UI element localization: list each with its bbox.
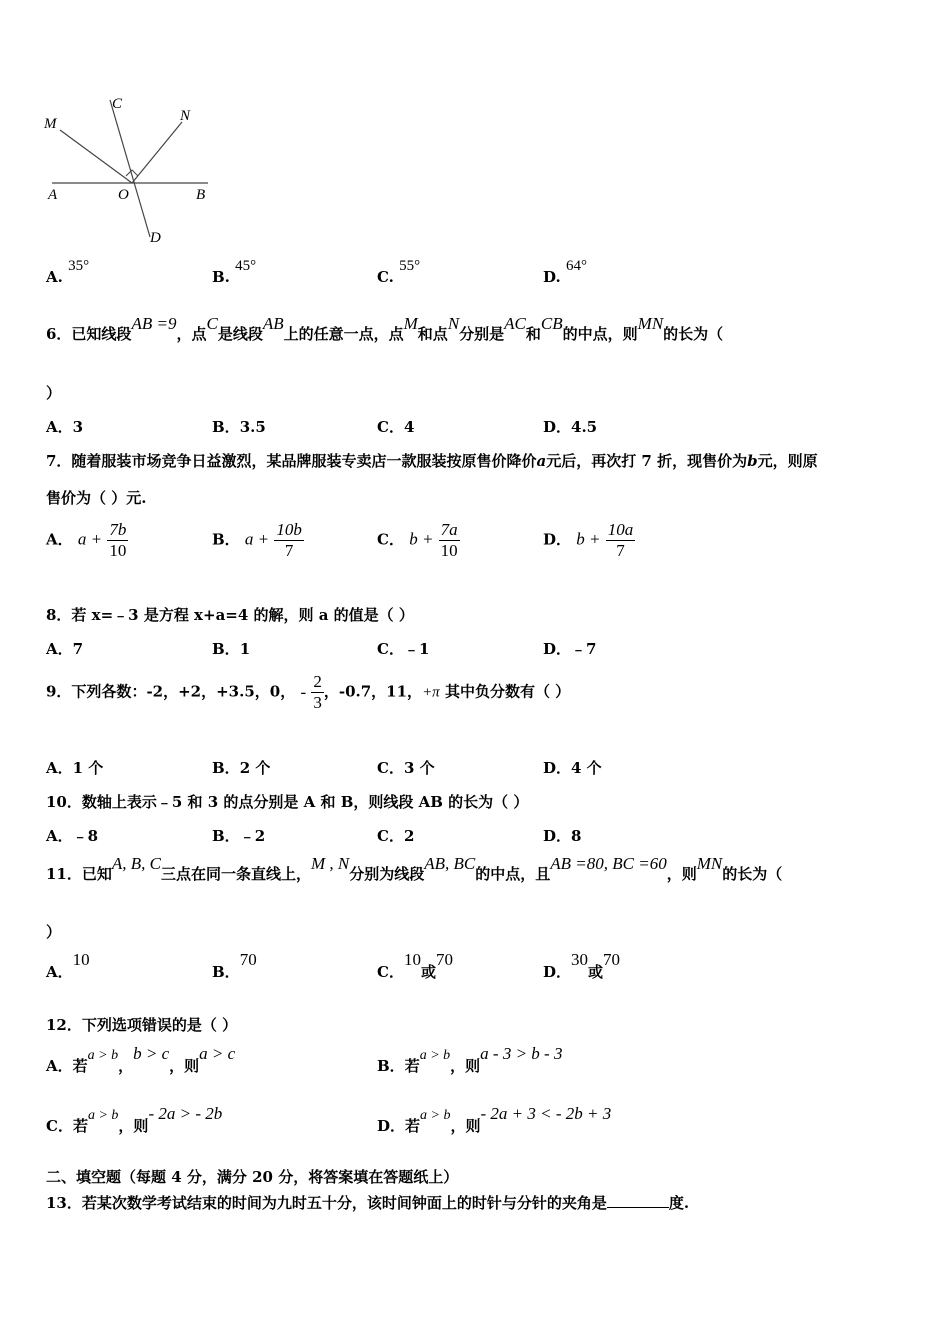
label-d: D — [150, 230, 161, 246]
fraction: $\frac{7b}{10}$ — [109, 520, 127, 560]
q5-option-a[interactable]: A. $^{35^\circ}$ — [46, 258, 90, 286]
fraction-two-thirds: $\frac{2}{3}$ — [313, 672, 322, 712]
question-9: 9．下列各数：-2，+2，+3.5，0， - $\frac{2}{3}$ ，-0.7，11，+π 其中负分数有（ ） — [46, 672, 571, 712]
label-b: B — [196, 187, 206, 203]
q12-option-b[interactable]: B．若$^{a > b}$，则$^{a - 3 > b - 3}$ — [377, 1044, 563, 1075]
q10-option-b[interactable]: B．﹣2 — [212, 827, 266, 845]
ray-on — [132, 122, 182, 183]
question-6: 6．已知线段$^{AB =9}$，点$^C$是线段$^{AB}$上的任意一点，点$^M$和点$^N$分别是$^{AC}$和$^{CB}$的中点，则$^{MN}$的长为（ — [46, 314, 724, 343]
q8-option-c[interactable]: C．﹣1 — [377, 640, 430, 658]
fraction: $\frac{10b}{7}$ — [276, 520, 302, 560]
q10-option-a[interactable]: A．﹣8 — [46, 827, 99, 845]
label-o: O — [118, 187, 129, 203]
question-12: 12．下列选项错误的是（ ） — [46, 1016, 238, 1034]
q9-option-a[interactable]: A．1 个 — [46, 759, 104, 777]
q12-option-d[interactable]: D．若$^{a > b}$，则$^{- 2a + 3 < - 2b + 3}$ — [377, 1104, 612, 1135]
question-7-line2: 售价为（ ）元. — [46, 489, 147, 507]
fraction: $\frac{7a}{10}$ — [440, 520, 458, 560]
angle-figure — [40, 92, 220, 252]
q11-option-d[interactable]: D．$^{30}$或$^{70}$ — [543, 950, 621, 981]
q6-option-b[interactable]: B．3.5 — [212, 418, 266, 436]
q7-option-a[interactable]: A． a + $\frac{7b}{10}$ — [46, 520, 127, 560]
q9-option-c[interactable]: C．3 个 — [377, 759, 435, 777]
question-6-close: ） — [46, 384, 62, 402]
q6-option-c[interactable]: C．4 — [377, 418, 415, 436]
q7-option-b[interactable]: B． a + $\frac{10b}{7}$ — [212, 520, 302, 560]
question-11: 11．已知$^{A, B, C}$三点在同一条直线上，$^{M , N}$分别为线段$^{AB, BC}$的中点，且$^{AB =80, BC =60}$，则$^{MN}$的长为（ — [46, 854, 783, 883]
q12-option-a[interactable]: A．若$^{a > b}$，$^{b > c}$，则$^{a > c}$ — [46, 1044, 236, 1075]
q10-option-c[interactable]: C．2 — [377, 827, 415, 845]
q11-option-a[interactable]: A．$^{10}$ — [46, 950, 90, 981]
q8-option-b[interactable]: B．1 — [212, 640, 251, 658]
q5-option-d[interactable]: D. $^{64^\circ}$ — [543, 258, 587, 286]
question-8: 8．若 x=﹣3 是方程 x+a=4 的解，则 a 的值是（ ） — [46, 606, 414, 624]
label-c: C — [112, 96, 123, 112]
q8-option-a[interactable]: A．7 — [46, 640, 84, 658]
label-a: A — [48, 187, 58, 203]
question-7-line1: 7．随着服装市场竞争日益激烈，某品牌服装专卖店一款服装按原售价降价a元后，再次打 7 折，现售价为b元，则原 — [46, 452, 818, 470]
label-m: M — [44, 116, 57, 132]
q6-option-d[interactable]: D．4.5 — [543, 418, 598, 436]
q11-option-c[interactable]: C．$^{10}$或$^{70}$ — [377, 950, 453, 981]
question-13: 13．若某次数学考试结束的时间为九时五十分，该时间钟面上的时针与分针的夹角是 度. — [46, 1194, 690, 1212]
question-10: 10．数轴上表示﹣5 和 3 的点分别是 A 和 B，则线段 AB 的长为（ ） — [46, 793, 529, 811]
question-11-close: ） — [46, 923, 62, 941]
q6-option-a[interactable]: A．3 — [46, 418, 84, 436]
q8-option-d[interactable]: D．﹣7 — [543, 640, 597, 658]
fraction: $\frac{10a}{7}$ — [607, 520, 634, 560]
q5-option-b[interactable]: B. $^{45^\circ}$ — [212, 258, 257, 286]
section-heading-fill-in: 二、填空题（每题 4 分，满分 20 分，将答案填在答题纸上） — [46, 1168, 459, 1186]
q7-option-c[interactable]: C． b + $\frac{7a}{10}$ — [377, 520, 458, 560]
q9-option-b[interactable]: B．2 个 — [212, 759, 271, 777]
q9-option-d[interactable]: D．4 个 — [543, 759, 602, 777]
label-n: N — [180, 108, 191, 124]
q7-option-d[interactable]: D． b + $\frac{10a}{7}$ — [543, 520, 634, 560]
q5-option-c[interactable]: C. $^{55^\circ}$ — [377, 258, 421, 286]
q10-option-d[interactable]: D．8 — [543, 827, 582, 845]
q12-option-c[interactable]: C．若$^{a > b}$，则$^{- 2a > - 2b}$ — [46, 1104, 223, 1135]
answer-blank[interactable] — [607, 1193, 669, 1208]
q11-option-b[interactable]: B．$^{70}$ — [212, 950, 257, 981]
